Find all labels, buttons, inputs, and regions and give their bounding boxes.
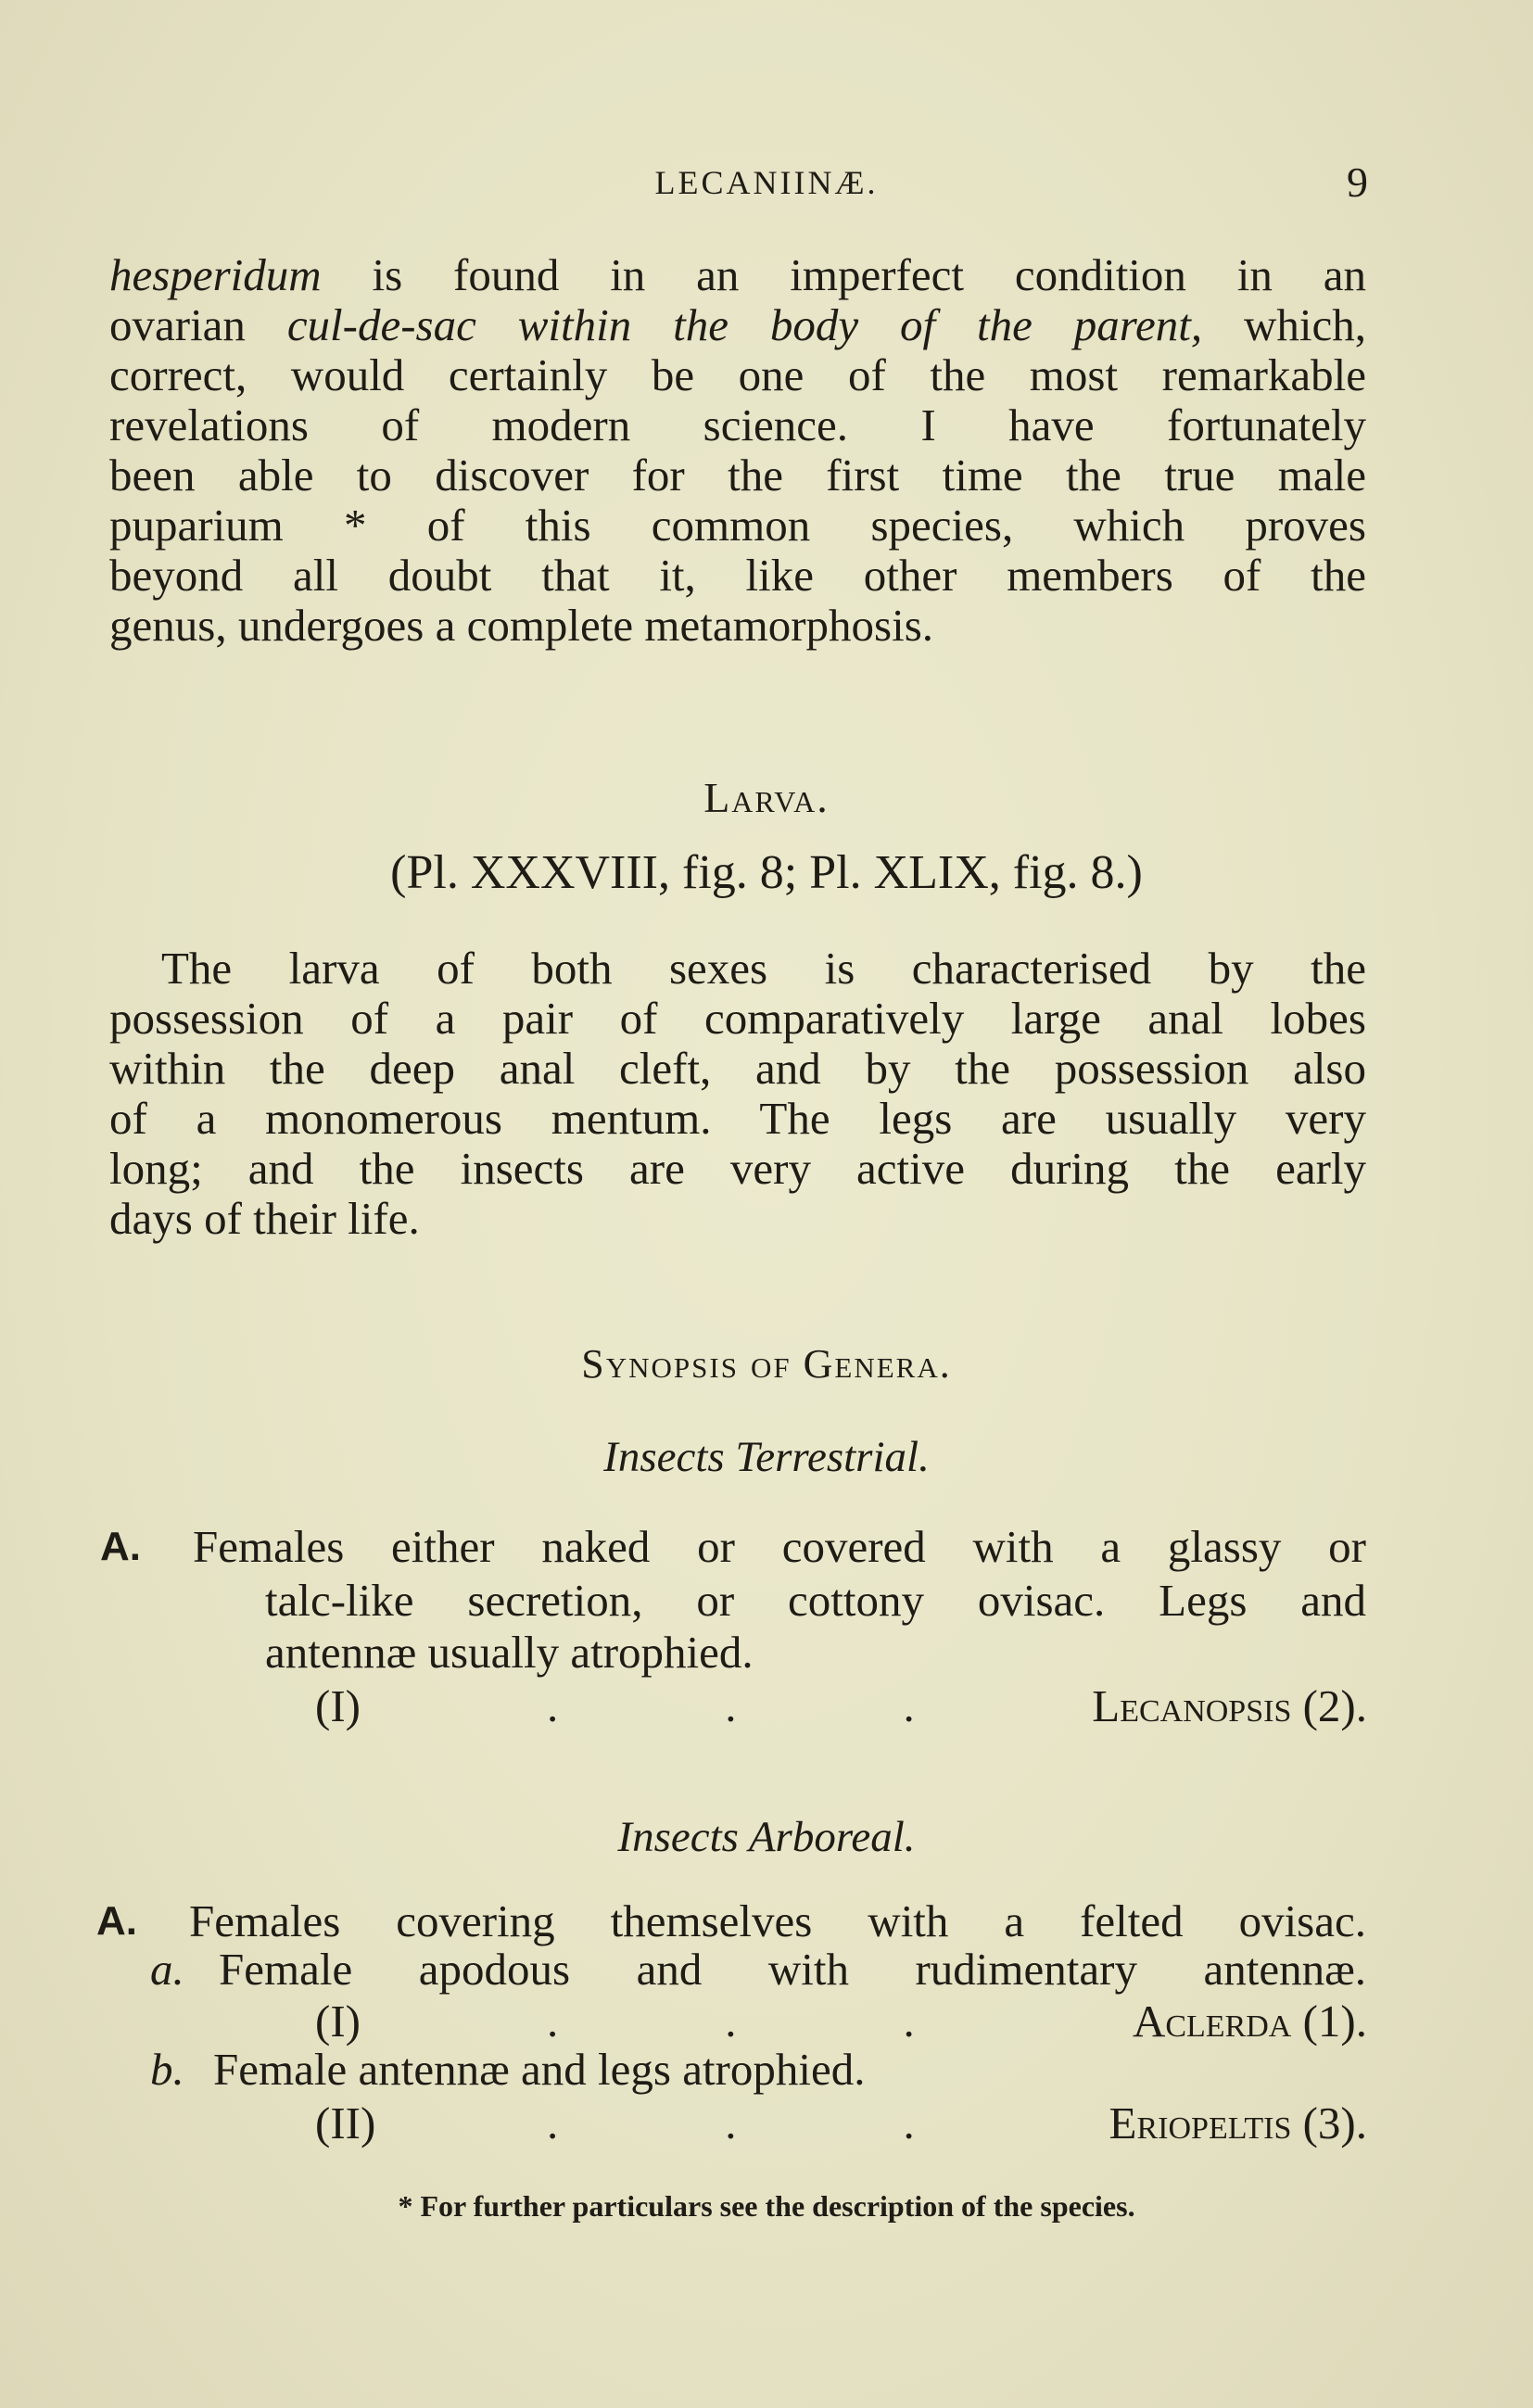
intro-line-2-start: ovarian <box>109 299 287 350</box>
larva-line: days of their life. <box>109 1193 420 1244</box>
larva-line: possession of a pair of comparatively large anal lobes <box>109 993 1366 1044</box>
running-title: LECANIINÆ. <box>654 164 879 201</box>
larva-heading: Larva. <box>703 774 830 821</box>
intro-line-2 <box>109 300 1366 350</box>
leader-dots: ... <box>547 2097 1082 2148</box>
genus-name: Lecanopsis (2). <box>1092 1680 1367 1731</box>
sub-b-text: Female antennæ and legs atrophied. <box>213 2044 866 2095</box>
intro-line-8: genus, undergoes a complete metamorphosis. <box>109 600 934 651</box>
key-entry-eriopeltis <box>315 2097 1367 2152</box>
running-head <box>0 158 1533 213</box>
intro-line-6: puparium * of this common species, which proves <box>109 500 1366 551</box>
larva-paragraph <box>109 944 1366 1244</box>
intro-line-1-text: is found in an imperfect condition in an <box>321 249 1366 300</box>
intro-line-1 <box>109 250 1366 300</box>
key-number: (II) <box>315 2097 376 2148</box>
larva-line: within the deep anal cleft, and by the possession also <box>109 1043 1366 1094</box>
page-number: 9 <box>1347 158 1368 206</box>
genus-name: Eriopeltis (3). <box>1109 2097 1367 2148</box>
genus-name: Aclerda (1). <box>1132 1996 1367 2047</box>
intro-line-4: revelations of modern science. I have fortunately <box>109 399 1366 450</box>
arboreal-label-text: A. <box>96 1898 137 1944</box>
intro-line-2-italic: cul-de-sac within the body of the parent, <box>286 299 1203 350</box>
arboreal-label <box>96 1895 137 1946</box>
key-number: (I) <box>315 1680 361 1731</box>
intro-line-2-end: which, <box>1202 299 1367 350</box>
sub-a-label <box>150 1945 184 1995</box>
footnote: * For further particulars see the description of the species. <box>398 2189 1135 2223</box>
terrestrial-line-2: talc-like secretion, or cottony ovisac. Legs and <box>265 1575 1366 1626</box>
sub-b-label-text: b. <box>150 2044 184 2095</box>
terrestrial-line-1: Females either naked or covered with a glassy or <box>193 1521 1366 1572</box>
larva-line: of a monomerous mentum. The legs are usually very <box>109 1093 1366 1144</box>
key-entry-aclerda <box>315 1995 1367 2050</box>
larva-line: long; and the insects are very active during the early <box>109 1143 1366 1194</box>
intro-line-7: beyond all doubt that it, like other members of the <box>109 550 1366 601</box>
plate-reference: (Pl. XXXVIII, fig. 8; Pl. XLIX, fig. 8.) <box>390 846 1143 899</box>
intro-line-5: been able to discover for the first time the true male <box>109 450 1366 501</box>
sub-b-label <box>150 2045 184 2095</box>
larva-line: The larva of both sexes is characterised by the <box>161 943 1366 994</box>
sub-a-text: Female apodous and with rudimentary antennæ. <box>219 1944 1366 1995</box>
sub-a-label-text: a. <box>150 1944 184 1995</box>
synopsis-heading: Synopsis of Genera. <box>581 1341 952 1387</box>
terrestrial-line-3: antennæ usually atrophied. <box>265 1627 754 1678</box>
leader-dots: ... <box>547 1996 1082 2047</box>
terrestrial-heading: Insects Terrestrial. <box>603 1433 930 1481</box>
key-entry-lecanopsis <box>315 1679 1367 1735</box>
arboreal-heading: Insects Arboreal. <box>617 1813 916 1861</box>
species-name: hesperidum <box>109 249 322 300</box>
terrestrial-label-text: A. <box>100 1524 141 1569</box>
key-number: (I) <box>315 1996 361 2047</box>
arboreal-line: Females covering themselves with a felted ovisac. <box>189 1895 1366 1946</box>
terrestrial-label <box>100 1520 141 1572</box>
intro-paragraph <box>109 250 1366 651</box>
intro-line-3: correct, would certainly be one of the most remarkable <box>109 349 1366 400</box>
leader-dots: ... <box>547 1680 1082 1731</box>
